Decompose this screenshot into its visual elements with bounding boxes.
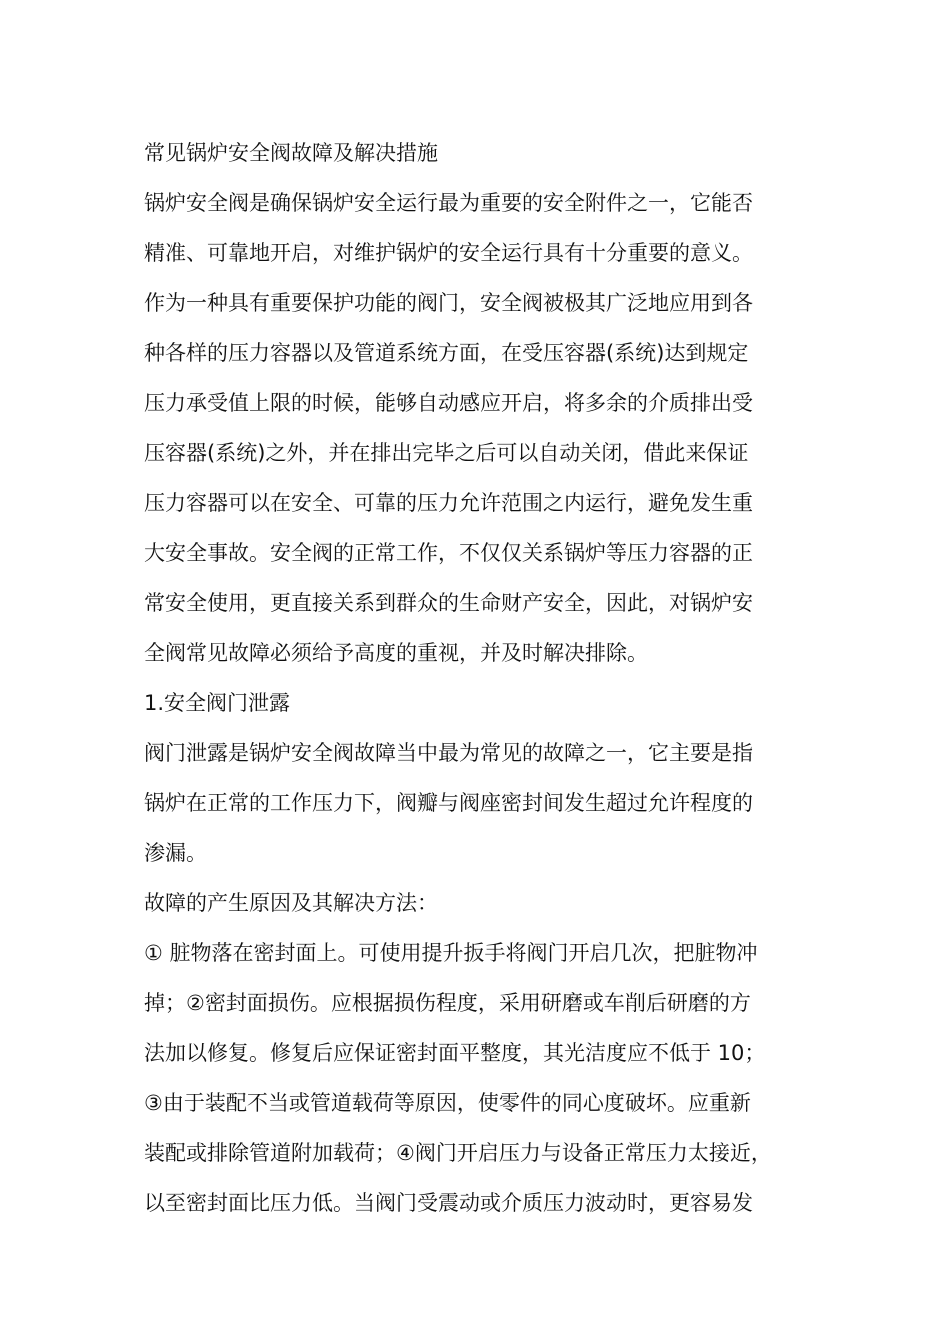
text-line: 以至密封面比压力低。当阀门受震动或介质压力波动时，更容易发	[144, 1191, 753, 1215]
text-line: 故障的产生原因及其解决方法：	[144, 891, 438, 915]
document-body	[144, 128, 834, 1228]
text-line: 作为一种具有重要保护功能的阀门，安全阀被极其广泛地应用到各	[144, 291, 753, 315]
text-line: 渗漏。	[144, 841, 207, 865]
text-line: 锅炉在正常的工作压力下，阀瓣与阀座密封间发生超过允许程度的	[144, 791, 753, 815]
document-title: 常见锅炉安全阀故障及解决措施	[144, 141, 438, 165]
text-line: 种各样的压力容器以及管道系统方面，在受压容器(系统)达到规定	[144, 341, 749, 365]
text-line: 掉；②密封面损伤。应根据损伤程度，采用研磨或车削后研磨的方	[144, 991, 751, 1015]
text-line: 阀门泄露是锅炉安全阀故障当中最为常见的故障之一，它主要是指	[144, 741, 753, 765]
text-line: 压力容器可以在安全、可靠的压力允许范围之内运行，避免发生重	[144, 491, 753, 515]
text-line: 锅炉安全阀是确保锅炉安全运行最为重要的安全附件之一，它能否	[144, 191, 753, 215]
text-line: 大安全事故。安全阀的正常工作，不仅仅关系锅炉等压力容器的正	[144, 541, 753, 565]
text-line: 精准、可靠地开启，对维护锅炉的安全运行具有十分重要的意义。	[144, 241, 753, 265]
text-line: 常安全使用，更直接关系到群众的生命财产安全，因此，对锅炉安	[144, 591, 753, 615]
text-line: 装配或排除管道附加载荷；④阀门开启压力与设备正常压力太接近，	[144, 1141, 772, 1165]
text-line: 全阀常见故障必须给予高度的重视，并及时解决排除。	[144, 641, 648, 665]
text-line: 压力承受值上限的时候，能够自动感应开启，将多余的介质排出受	[144, 391, 753, 415]
section-heading: 1.安全阀门泄露	[144, 691, 291, 715]
text-line: 法加以修复。修复后应保证密封面平整度，其光洁度应不低于 10；	[144, 1041, 766, 1065]
text-line: ① 脏物落在密封面上。可使用提升扳手将阀门开启几次，把脏物冲	[144, 941, 758, 965]
text-line: 压容器(系统)之外，并在排出完毕之后可以自动关闭，借此来保证	[144, 441, 749, 465]
text-line: ③由于装配不当或管道载荷等原因，使零件的同心度破坏。应重新	[144, 1091, 751, 1115]
